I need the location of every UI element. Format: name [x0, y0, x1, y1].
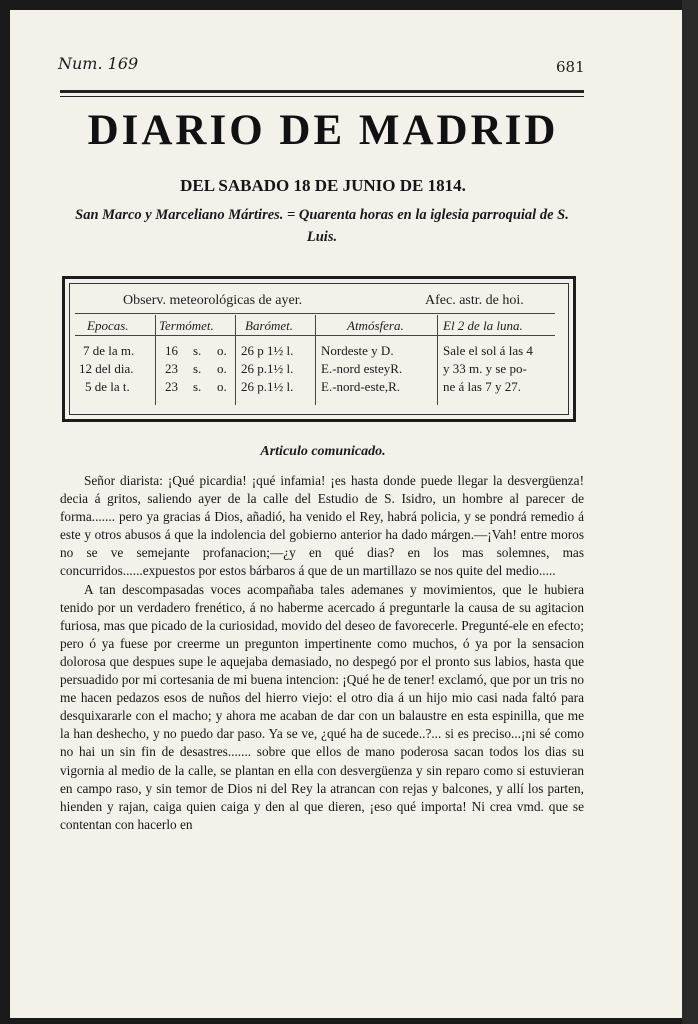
row1-barom: 26 p 1½ l. — [241, 343, 294, 358]
saints-of-day: San Marco y Marceliano Mártires. = Quarenta horas en la iglesia parroquial de S. Luis. — [75, 207, 569, 245]
row3-term-s: s. — [193, 379, 202, 394]
col-header-termometro: Termómet. — [159, 318, 214, 333]
row1-atmos: Nordeste y D. — [321, 343, 394, 358]
row2-epoca: 12 del dia. — [79, 361, 134, 376]
article-paragraph: Señor diarista: ¡Qué picardia! ¡qué infamia! ¡es hasta donde puede llegar la desvergüenza! decia á gritos, saliendo ayer de la calle del Estudio de S. Isidro, un hombre al parecer de forma....... pero ya gracias á Dios, añadió, ha venido el Rey, habrá policia, y se pondrá remedio á este y otros abusos á que la indolencia del gobierno anterior ha dado márgen.—¡Vah! entre moros no se ve semejante profanacion;—¿y en qué dias? en los mas solemnes, mas concurridos......expuestos por estos bárbaros á que de un martillazo se nos quite del medio..... — [60, 473, 584, 579]
scan-edge — [682, 0, 698, 1024]
row1-term-s: s. — [193, 343, 202, 358]
row3-term-o: o. — [217, 379, 227, 394]
article-body — [60, 472, 584, 834]
header-rule-thin — [60, 96, 584, 97]
weather-observations-table — [62, 276, 576, 422]
row2-atmos: E.-nord esteyR. — [321, 361, 403, 376]
article-paragraph: A tan descompasadas voces acompañaba tales ademanes y movimientos, que le hubiera tenido por un verdadero frenético, á no haberme acercado á preguntarle la causa de su agitacion furiosa, mas que picado de la curiosidad, movido del deseo de favorecerle. Pregunté-ele en efecto; pero ó ya fuese por creerme un pregunton impertinente como muchos, ó ya por la sensacion dolorosa que despues supe le aquejaba demasiado, no despegó por el pronto sus labios, hasta que persuadido por mi cortesania de mi buena intencion: ¡Qué he de tener! exclamó, que por un tris no me hacen pedazos esos de nuños del hierro viejo: el otro dia á un hijo mio casi nada faltó para desquixararle con el macho; y ahora me acaban de dar con un balaustre en esta espinilla, que me la han deshecho, y no puedo dar paso. Ya se ve, ¿qué ha de sucede..?... si es preciso...¡ni sé como no hai un sin fin de desastres....... sobre que ellos de mano poderosa sacan todos los dias su vigornia al medio de la calle, se plantan en ella con desvergüenza y sin reparo como si estuvieran en campo raso, y sin temor de Dios ni del Rey la atrancan con rejas y balcones, y allí los parten, hienden y rajan, caiga quien caiga y den al que dieren, ¡eso qué importa! Ni crea vmd. que se contentan con hacerlo en — [60, 581, 584, 832]
col-header-luna: El 2 de la luna. — [443, 318, 523, 333]
issue-number: Num. 169 — [58, 54, 139, 73]
astronomy-title: Afec. astr. de hoi. — [425, 293, 524, 308]
row3-term: 23 — [165, 379, 178, 394]
column-divider — [235, 315, 236, 405]
row2-term-s: s. — [193, 361, 202, 376]
article-title: Articulo comunicado. — [260, 444, 386, 459]
col-header-barometro: Barómet. — [245, 318, 294, 333]
moon-line-3: ne á las 7 y 27. — [443, 379, 521, 394]
observations-title: Observ. meteorológicas de ayer. — [123, 293, 303, 308]
moon-line-1: Sale el sol á las 4 — [443, 343, 533, 358]
row2-term: 23 — [165, 361, 178, 376]
row2-term-o: o. — [217, 361, 227, 376]
column-divider — [315, 315, 316, 405]
table-rule — [75, 313, 555, 314]
row3-atmos: E.-nord-este,R. — [321, 379, 401, 394]
row1-term: 16 — [165, 343, 178, 358]
row2-barom: 26 p.1½ l. — [241, 361, 294, 376]
row3-barom: 26 p.1½ l. — [241, 379, 294, 394]
column-divider — [437, 315, 438, 405]
moon-line-2: y 33 m. y se po- — [443, 361, 527, 376]
column-divider — [155, 315, 156, 405]
newspaper-page — [10, 10, 682, 1018]
col-header-epocas: Epocas. — [87, 318, 129, 333]
masthead-title: DIARIO DE MADRID — [87, 107, 559, 154]
col-header-atmosfera: Atmósfera. — [347, 318, 404, 333]
header-rule — [60, 90, 584, 93]
row1-epoca: 7 de la m. — [83, 343, 135, 358]
row3-epoca: 5 de la t. — [85, 379, 130, 394]
dateline: DEL SABADO 18 DE JUNIO DE 1814. — [180, 176, 466, 195]
page-number: 681 — [556, 58, 585, 76]
row1-term-o: o. — [217, 343, 227, 358]
